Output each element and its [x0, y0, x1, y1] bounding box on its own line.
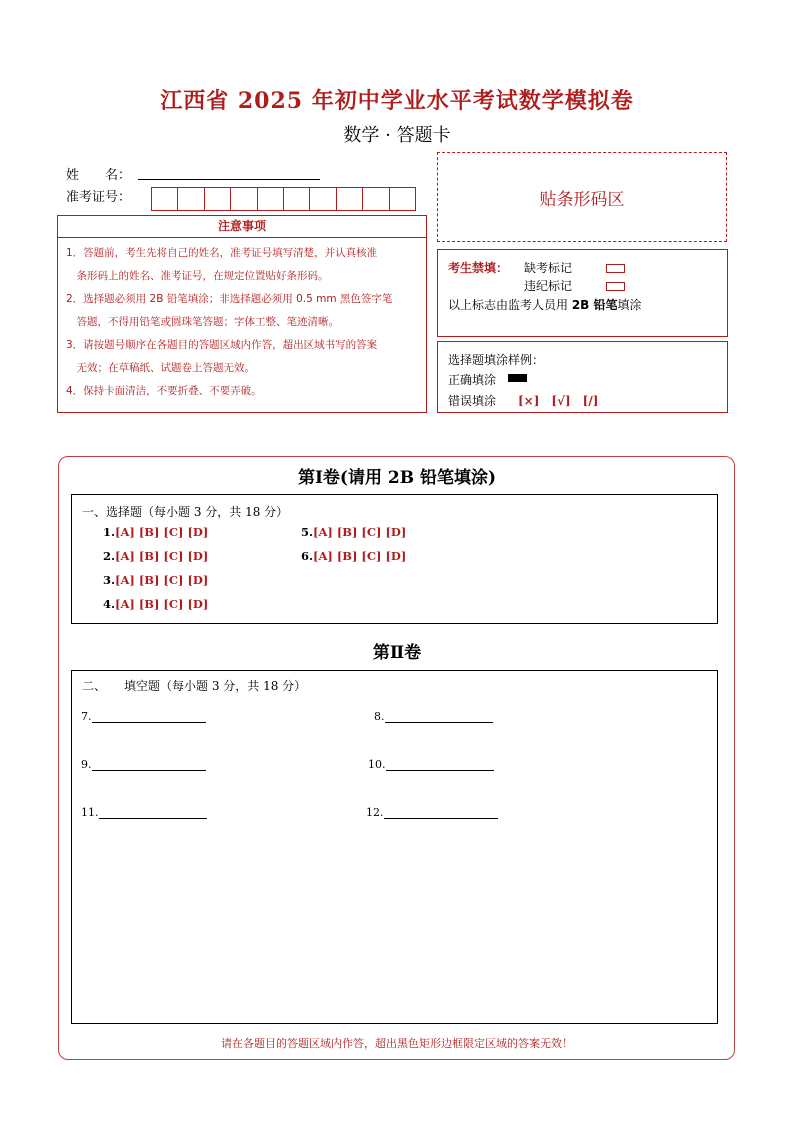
wrong-label: 错误填涂: [448, 394, 497, 408]
fill-q8[interactable]: [374, 710, 493, 723]
choice-q2[interactable]: [103, 549, 208, 563]
q-number: 2.: [103, 549, 116, 563]
violation-label: 违纪标记: [524, 279, 573, 293]
answer-line[interactable]: [385, 710, 493, 723]
q-number: 9.: [81, 758, 92, 771]
answer-line[interactable]: [92, 710, 206, 723]
answer-line[interactable]: [386, 758, 494, 771]
q-number: 12.: [366, 806, 384, 819]
q-number: 7.: [81, 710, 92, 723]
answer-line[interactable]: [92, 758, 206, 771]
note-line: 答题，不得用铅笔或圆珠笔答题；字体工整、笔迹清晰。: [66, 316, 339, 328]
choice-q6[interactable]: [301, 549, 406, 563]
q-options: [A] [B] [C] [D]: [115, 525, 209, 539]
note-line: 1．答题前，考生先将自己的姓名，准考证号填写清楚，并认真核准: [66, 247, 378, 259]
q-options: [A] [B] [C] [D]: [115, 597, 209, 611]
note-line: 无效；在草稿纸、试题卷上答题无效。: [66, 362, 255, 374]
name-label: 姓 名：: [66, 168, 132, 183]
q-number: 4.: [103, 597, 116, 611]
ban-note-prefix: 以上标志由监考人员用: [448, 298, 572, 312]
choice-q4[interactable]: [103, 597, 208, 611]
id-label: 准考证号：: [66, 190, 132, 205]
ban-note: [448, 296, 642, 313]
q-number: 10.: [368, 758, 386, 771]
q-number: 8.: [374, 710, 385, 723]
q-number: 11.: [81, 806, 99, 819]
notes-heading: 注意事项: [58, 216, 426, 238]
ban-note-suffix: 填涂: [617, 298, 642, 312]
barcode-area: [437, 152, 727, 242]
q-number: 5.: [301, 525, 314, 539]
ban-label: 考生禁填：: [448, 261, 509, 275]
answer-line[interactable]: [384, 806, 498, 819]
choice-q5[interactable]: [301, 525, 406, 539]
examiner-only-box: [437, 249, 728, 337]
q-options: [A] [B] [C] [D]: [313, 525, 407, 539]
fill-q11[interactable]: [81, 806, 207, 819]
footer-warning: 请在各题目的答题区域内作答，超出黑色矩形边框限定区域的答案无效！: [221, 1037, 573, 1050]
q-number: 3.: [103, 573, 116, 587]
sample-label: 选择题填涂样例：: [448, 353, 545, 367]
absent-mark[interactable]: [606, 261, 625, 275]
note-line: 4．保持卡面清洁，不要折叠、不要弄破。: [66, 385, 262, 397]
note-line: 3．请按题号顺序在各题目的答题区域内作答，超出区域书写的答案: [66, 339, 378, 351]
answer-line[interactable]: [99, 806, 207, 819]
choice-section-label: 一、选择题（每小题 3 分，共 18 分）: [82, 505, 289, 519]
name-field[interactable]: [138, 164, 320, 180]
part1-title: 第Ⅰ卷(请用 2B 铅笔填涂): [297, 468, 497, 488]
fill-q10[interactable]: [368, 758, 494, 771]
q-options: [A] [B] [C] [D]: [313, 549, 407, 563]
choice-q1[interactable]: [103, 525, 208, 539]
q-options: [A] [B] [C] [D]: [115, 549, 209, 563]
q-number: 6.: [301, 549, 314, 563]
fill-sample-box: [437, 341, 728, 413]
wrong-marks: [×] [√] [/]: [518, 394, 599, 408]
correct-fill-mark: [508, 374, 527, 382]
page-subtitle: 数学 · 答题卡: [343, 125, 451, 146]
note-line: 条形码上的姓名、准考证号，在规定位置贴好条形码。: [66, 270, 329, 282]
fill-q12[interactable]: [366, 806, 498, 819]
note-line: 2．选择题必须用 2B 铅笔填涂；非选择题必须用 0.5 mm 黑色签字笔: [66, 293, 393, 305]
exam-id-boxes[interactable]: [151, 187, 416, 211]
barcode-label: 贴条形码区: [539, 189, 625, 210]
notes-box: [57, 215, 427, 413]
fill-q9[interactable]: [81, 758, 206, 771]
fill-section-label: 二、 填空题（每小题 3 分，共 18 分）: [82, 679, 307, 693]
fill-section: [71, 670, 718, 1024]
choice-section: [71, 494, 718, 624]
q-options: [A] [B] [C] [D]: [115, 573, 209, 587]
violation-mark[interactable]: [606, 279, 625, 293]
fill-q7[interactable]: [81, 710, 206, 723]
correct-label: 正确填涂: [448, 373, 497, 387]
absent-label: 缺考标记: [524, 261, 573, 275]
ban-note-bold: 2B 铅笔: [571, 298, 618, 312]
q-number: 1.: [103, 525, 116, 539]
part2-title: 第Ⅱ卷: [372, 643, 422, 663]
page-title: 江西省 2025 年初中学业水平考试数学模拟卷: [160, 88, 634, 114]
choice-q3[interactable]: [103, 573, 208, 587]
